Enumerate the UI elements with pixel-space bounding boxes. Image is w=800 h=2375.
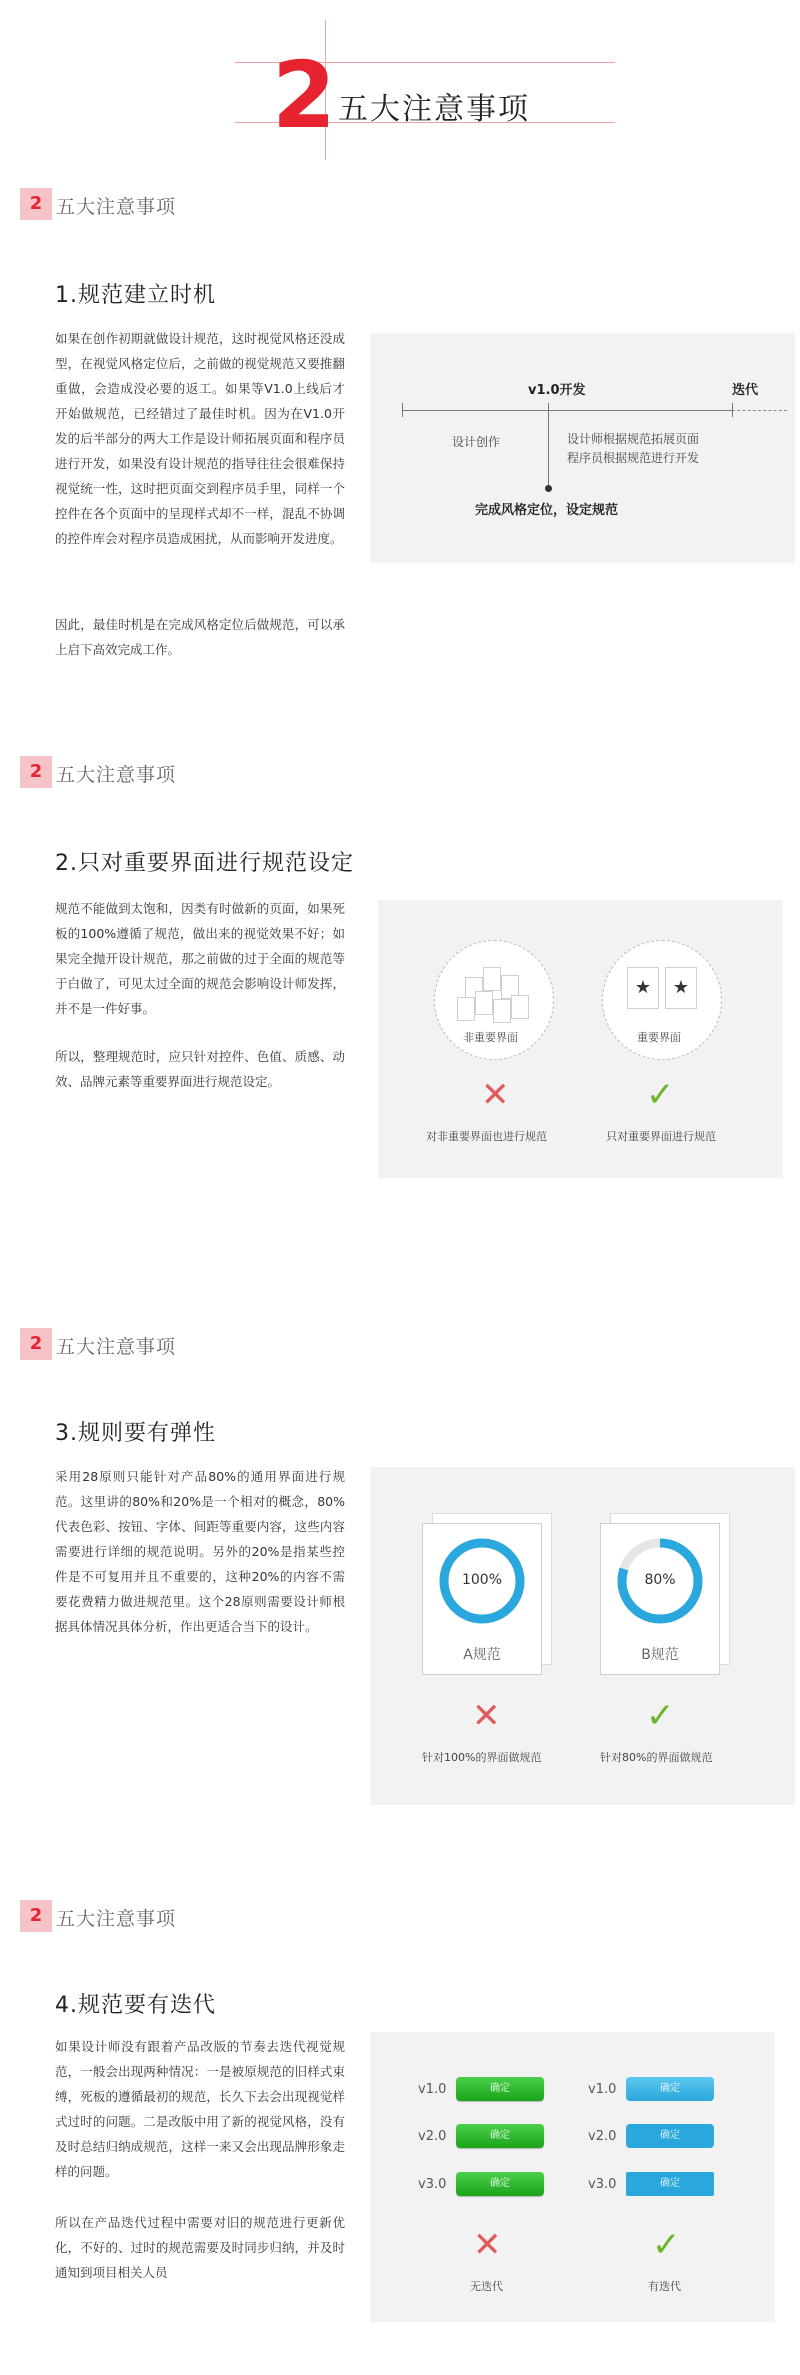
timeline-left-text: 设计创作 bbox=[452, 435, 501, 449]
section-title: 3.规则要有弹性 bbox=[55, 1421, 216, 1446]
important-circle bbox=[602, 940, 722, 1060]
left-caption: 针对100%的界面做规范 bbox=[422, 1751, 542, 1764]
section-paragraph: 所以，整理规范时，应只针对控件、色值、质感、动效、品牌元素等重要界面进行规范设定。 bbox=[55, 1049, 345, 1089]
important-pages-panel bbox=[378, 900, 783, 1178]
header-title: 五大注意事项 bbox=[338, 92, 530, 127]
section-badge: 2 bbox=[20, 1900, 52, 1932]
timeline-line-dashed bbox=[732, 410, 787, 411]
confirm-button[interactable]: 确定 bbox=[456, 2124, 544, 2148]
cross-icon: ✕ bbox=[472, 1696, 501, 1736]
doc-icon bbox=[483, 967, 501, 991]
version-label: v1.0 bbox=[418, 2082, 447, 2097]
cross-icon: ✕ bbox=[481, 1075, 510, 1115]
label-b: B规范 bbox=[641, 1647, 679, 1663]
timeline-pointer-dot bbox=[545, 485, 552, 492]
version-label: v2.0 bbox=[418, 2129, 447, 2144]
timeline-right-text-2: 程序员根据规范进行开发 bbox=[567, 451, 700, 465]
section-label: 五大注意事项 bbox=[56, 196, 177, 218]
version-label: v3.0 bbox=[588, 2177, 617, 2192]
confirm-button[interactable]: 确定 bbox=[456, 2077, 544, 2101]
section-paragraph: 所以在产品迭代过程中需要对旧的规范进行更新优化，不好的、过时的规范需要及时同步归纳，并及时通知到项目相关人员 bbox=[55, 2215, 345, 2280]
version-label: v3.0 bbox=[418, 2177, 447, 2192]
section-badge: 2 bbox=[20, 756, 52, 788]
star-doc-icon: ★ bbox=[665, 967, 697, 1009]
section-paragraph: 采用28原则只能针对产品80%的通用界面进行规范。这里讲的80%和20%是一个相对的概念，80%代表色彩、按钮、字体、间距等重要内容，这些内容需要进行详细的规范说明。另外的20%是指某些控件是不可复用并且不重要的，这种20%的内容不需要花费精力做进规范里。这个28原则需要设计师根据具体情况具体分析，作出更适合当下的设计。 bbox=[55, 1469, 345, 1634]
check-icon: ✓ bbox=[646, 1075, 675, 1115]
star-doc-icon: ★ bbox=[627, 967, 659, 1009]
right-caption: 针对80%的界面做规范 bbox=[600, 1751, 713, 1764]
percent-a: 100% bbox=[461, 1572, 503, 1588]
doc-icon bbox=[475, 991, 493, 1015]
timeline-tick-end bbox=[732, 403, 733, 417]
section-paragraph: 因此，最佳时机是在完成风格定位后做规范，可以承上启下高效完成工作。 bbox=[55, 617, 345, 657]
check-icon: ✓ bbox=[646, 1696, 675, 1736]
left-caption: 对非重要界面也进行规范 bbox=[426, 1130, 547, 1143]
doc-icon bbox=[457, 997, 475, 1021]
non-important-label: 非重要界面 bbox=[463, 1031, 518, 1044]
important-label: 重要界面 bbox=[637, 1031, 681, 1044]
timeline-pointer-line bbox=[548, 417, 549, 487]
section-label: 五大注意事项 bbox=[56, 764, 177, 786]
header-number: 2 bbox=[272, 42, 337, 149]
doc-b bbox=[600, 1523, 720, 1675]
timeline-v1-label: v1.0开发 bbox=[528, 383, 586, 398]
section-paragraph: 规范不能做到太饱和，因类有时做新的页面，如果死板的100%遵循了规范，做出来的视觉效果不好；如果完全抛开设计规范，那之前做的过于全面的规范等于白做了，可见太过全面的规范会影响设计师发挥，并不是一件好事。 bbox=[55, 901, 345, 1016]
section-paragraph: 如果在创作初期就做设计规范，这时视觉风格还没成型，在视觉风格定位后，之前做的视觉规范又要推翻重做，会造成没必要的返工。如果等V1.0上线后才开始做规范，已经错过了最佳时机。因为在V1.0开发的后半部分的两大工作是设计师拓展页面和程序员进行开发，如果没有设计规范的指导往往会很难保持视觉统一性，这时把页面交到程序员手里，同样一个控件在各个页面中的呈现样式却不一样，混乱不协调的控件库会对程序员造成困扰，从而影响开发进度。 bbox=[55, 331, 345, 546]
timeline-tick-start bbox=[402, 403, 403, 417]
label-a: A规范 bbox=[463, 1647, 501, 1663]
timeline-iter-label: 迭代 bbox=[732, 383, 759, 398]
percent-b: 80% bbox=[644, 1572, 676, 1588]
section-paragraph: 如果设计师没有跟着产品改版的节奏去迭代视觉规范，一般会出现两种情况：一是被原规范的旧样式束缚，死板的遵循最初的规范，长久下去会出现视觉样式过时的问题。二是改版中用了新的视觉风格，没有及时总结归纳成规范，这样一来又会出现品牌形象走样的问题。 bbox=[55, 2039, 345, 2179]
confirm-button[interactable]: 确定 bbox=[626, 2172, 714, 2196]
right-caption: 只对重要界面进行规范 bbox=[606, 1130, 716, 1143]
iteration-panel bbox=[370, 2032, 775, 2322]
timeline-diagram-panel bbox=[370, 333, 795, 563]
section-title: 2.只对重要界面进行规范设定 bbox=[55, 851, 354, 876]
section-title: 4.规范要有迭代 bbox=[55, 1993, 216, 2018]
check-icon: ✓ bbox=[652, 2225, 681, 2265]
timeline-tick-mid bbox=[548, 403, 549, 417]
timeline-right-text-1: 设计师根据规范拓展页面 bbox=[567, 432, 700, 446]
version-label: v1.0 bbox=[588, 2082, 617, 2097]
confirm-button[interactable]: 确定 bbox=[626, 2124, 714, 2148]
right-caption: 有迭代 bbox=[648, 2280, 681, 2293]
section-badge: 2 bbox=[20, 1328, 52, 1360]
flexibility-panel bbox=[370, 1467, 795, 1805]
version-label: v2.0 bbox=[588, 2129, 617, 2144]
doc-icon bbox=[493, 999, 511, 1023]
non-important-circle bbox=[434, 940, 554, 1060]
doc-a bbox=[422, 1523, 542, 1675]
confirm-button[interactable]: 确定 bbox=[626, 2077, 714, 2101]
section-label: 五大注意事项 bbox=[56, 1908, 177, 1930]
section-label: 五大注意事项 bbox=[56, 1336, 177, 1358]
timeline-line bbox=[402, 410, 732, 411]
section-badge: 2 bbox=[20, 188, 52, 220]
timeline-bottom-text: 完成风格定位，设定规范 bbox=[475, 503, 619, 518]
doc-icon bbox=[511, 995, 529, 1019]
confirm-button[interactable]: 确定 bbox=[456, 2172, 544, 2196]
left-caption: 无迭代 bbox=[470, 2280, 503, 2293]
cross-icon: ✕ bbox=[473, 2225, 502, 2265]
section-title: 1.规范建立时机 bbox=[55, 283, 216, 308]
